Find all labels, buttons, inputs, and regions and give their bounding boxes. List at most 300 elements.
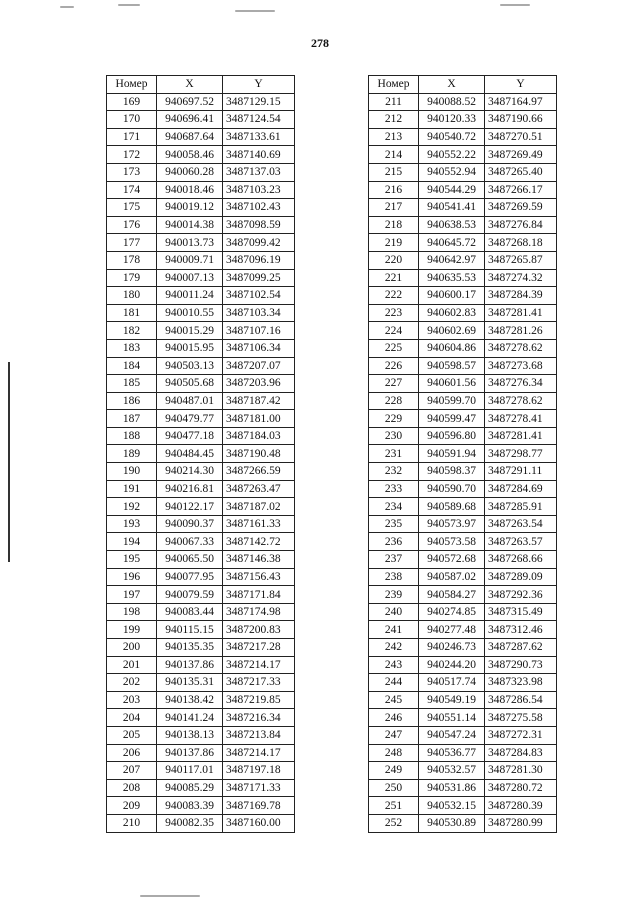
cell-number: 190 xyxy=(107,463,157,481)
table-row xyxy=(369,269,557,287)
cell-x: 940277.48 xyxy=(419,621,485,639)
margin-scan-line xyxy=(8,362,10,562)
cell-number: 178 xyxy=(107,251,157,269)
table-row xyxy=(107,163,295,181)
table-row xyxy=(369,445,557,463)
cell-y: 3487274.32 xyxy=(485,269,557,287)
table-row xyxy=(107,445,295,463)
table-row xyxy=(369,234,557,252)
cell-y: 3487280.72 xyxy=(485,779,557,797)
table-row xyxy=(107,287,295,305)
cell-y: 3487284.83 xyxy=(485,744,557,762)
cell-y: 3487275.58 xyxy=(485,709,557,727)
cell-x: 940552.22 xyxy=(419,146,485,164)
cell-y: 3487102.43 xyxy=(223,199,295,217)
cell-y: 3487269.59 xyxy=(485,199,557,217)
cell-y: 3487137.03 xyxy=(223,163,295,181)
cell-y: 3487266.17 xyxy=(485,181,557,199)
cell-y: 3487298.77 xyxy=(485,445,557,463)
cell-number: 248 xyxy=(369,744,419,762)
cell-y: 3487281.30 xyxy=(485,762,557,780)
cell-y: 3487214.17 xyxy=(223,656,295,674)
cell-number: 187 xyxy=(107,410,157,428)
cell-x: 940120.33 xyxy=(419,111,485,129)
cell-number: 247 xyxy=(369,726,419,744)
cell-x: 940117.01 xyxy=(157,762,223,780)
cell-y: 3487099.42 xyxy=(223,234,295,252)
cell-number: 217 xyxy=(369,199,419,217)
cell-x: 940573.97 xyxy=(419,515,485,533)
cell-number: 223 xyxy=(369,304,419,322)
cell-y: 3487219.85 xyxy=(223,691,295,709)
table-row xyxy=(369,93,557,111)
table-row xyxy=(107,814,295,832)
cell-x: 940547.24 xyxy=(419,726,485,744)
cell-x: 940009.71 xyxy=(157,251,223,269)
cell-x: 940602.83 xyxy=(419,304,485,322)
table-row xyxy=(369,639,557,657)
table-row xyxy=(369,726,557,744)
cell-number: 199 xyxy=(107,621,157,639)
cell-x: 940484.45 xyxy=(157,445,223,463)
table-row xyxy=(107,216,295,234)
table-row xyxy=(107,322,295,340)
cell-y: 3487273.68 xyxy=(485,357,557,375)
cell-x: 940598.37 xyxy=(419,463,485,481)
cell-x: 940598.57 xyxy=(419,357,485,375)
table-row xyxy=(107,339,295,357)
table-row xyxy=(107,674,295,692)
cell-number: 246 xyxy=(369,709,419,727)
table-row xyxy=(369,111,557,129)
cell-x: 940244.20 xyxy=(419,656,485,674)
cell-y: 3487190.66 xyxy=(485,111,557,129)
cell-number: 171 xyxy=(107,128,157,146)
table-row xyxy=(107,691,295,709)
table-row xyxy=(369,709,557,727)
cell-number: 185 xyxy=(107,375,157,393)
cell-x: 940077.95 xyxy=(157,568,223,586)
cell-y: 3487265.87 xyxy=(485,251,557,269)
scan-speck xyxy=(140,895,200,897)
table-row xyxy=(107,744,295,762)
table-row xyxy=(369,779,557,797)
cell-x: 940572.68 xyxy=(419,551,485,569)
cell-number: 250 xyxy=(369,779,419,797)
cell-x: 940532.15 xyxy=(419,797,485,815)
cell-y: 3487169.78 xyxy=(223,797,295,815)
cell-number: 224 xyxy=(369,322,419,340)
cell-y: 3487102.54 xyxy=(223,287,295,305)
table-row xyxy=(369,251,557,269)
cell-number: 230 xyxy=(369,427,419,445)
table-row xyxy=(369,216,557,234)
cell-number: 198 xyxy=(107,603,157,621)
cell-x: 940015.95 xyxy=(157,339,223,357)
cell-y: 3487280.39 xyxy=(485,797,557,815)
cell-x: 940645.72 xyxy=(419,234,485,252)
cell-number: 210 xyxy=(107,814,157,832)
cell-number: 197 xyxy=(107,586,157,604)
table-row xyxy=(107,621,295,639)
cell-y: 3487312.46 xyxy=(485,621,557,639)
cell-y: 3487098.59 xyxy=(223,216,295,234)
cell-y: 3487268.18 xyxy=(485,234,557,252)
cell-number: 222 xyxy=(369,287,419,305)
cell-y: 3487103.34 xyxy=(223,304,295,322)
cell-x: 940274.85 xyxy=(419,603,485,621)
cell-number: 174 xyxy=(107,181,157,199)
cell-x: 940532.57 xyxy=(419,762,485,780)
cell-number: 183 xyxy=(107,339,157,357)
cell-y: 3487216.34 xyxy=(223,709,295,727)
table-row xyxy=(107,603,295,621)
cell-number: 186 xyxy=(107,392,157,410)
table-row xyxy=(107,797,295,815)
cell-number: 195 xyxy=(107,551,157,569)
cell-x: 940015.29 xyxy=(157,322,223,340)
cell-x: 940696.41 xyxy=(157,111,223,129)
cell-y: 3487190.48 xyxy=(223,445,295,463)
cell-y: 3487276.34 xyxy=(485,375,557,393)
cell-number: 169 xyxy=(107,93,157,111)
cell-y: 3487281.41 xyxy=(485,427,557,445)
cell-x: 940600.17 xyxy=(419,287,485,305)
table-row xyxy=(369,762,557,780)
cell-x: 940214.30 xyxy=(157,463,223,481)
table-row xyxy=(107,111,295,129)
cell-x: 940541.41 xyxy=(419,199,485,217)
table-row xyxy=(107,480,295,498)
cell-x: 940010.55 xyxy=(157,304,223,322)
cell-x: 940018.46 xyxy=(157,181,223,199)
cell-y: 3487187.02 xyxy=(223,498,295,516)
cell-number: 172 xyxy=(107,146,157,164)
cell-y: 3487106.34 xyxy=(223,339,295,357)
cell-number: 184 xyxy=(107,357,157,375)
header-number: Номер xyxy=(369,76,419,94)
cell-x: 940635.53 xyxy=(419,269,485,287)
cell-x: 940122.17 xyxy=(157,498,223,516)
cell-number: 213 xyxy=(369,128,419,146)
table-row xyxy=(369,357,557,375)
cell-x: 940599.47 xyxy=(419,410,485,428)
cell-x: 940060.28 xyxy=(157,163,223,181)
cell-x: 940587.02 xyxy=(419,568,485,586)
cell-x: 940573.58 xyxy=(419,533,485,551)
cell-x: 940085.29 xyxy=(157,779,223,797)
cell-x: 940599.70 xyxy=(419,392,485,410)
table-row xyxy=(369,586,557,604)
cell-y: 3487286.54 xyxy=(485,691,557,709)
cell-x: 940601.56 xyxy=(419,375,485,393)
cell-number: 181 xyxy=(107,304,157,322)
cell-y: 3487200.83 xyxy=(223,621,295,639)
table-row xyxy=(369,146,557,164)
cell-y: 3487142.72 xyxy=(223,533,295,551)
cell-x: 940697.52 xyxy=(157,93,223,111)
cell-y: 3487184.03 xyxy=(223,427,295,445)
cell-number: 214 xyxy=(369,146,419,164)
cell-y: 3487291.11 xyxy=(485,463,557,481)
cell-x: 940638.53 xyxy=(419,216,485,234)
cell-y: 3487124.54 xyxy=(223,111,295,129)
cell-number: 245 xyxy=(369,691,419,709)
page-number: 278 xyxy=(311,36,329,50)
cell-y: 3487285.91 xyxy=(485,498,557,516)
cell-number: 235 xyxy=(369,515,419,533)
table-row xyxy=(107,146,295,164)
cell-x: 940517.74 xyxy=(419,674,485,692)
cell-y: 3487203.96 xyxy=(223,375,295,393)
cell-x: 940246.73 xyxy=(419,639,485,657)
cell-y: 3487217.33 xyxy=(223,674,295,692)
cell-y: 3487156.43 xyxy=(223,568,295,586)
cell-x: 940065.50 xyxy=(157,551,223,569)
cell-number: 231 xyxy=(369,445,419,463)
cell-x: 940552.94 xyxy=(419,163,485,181)
cell-y: 3487217.28 xyxy=(223,639,295,657)
cell-x: 940530.89 xyxy=(419,814,485,832)
cell-x: 940584.27 xyxy=(419,586,485,604)
header-x: X xyxy=(157,76,223,94)
cell-number: 212 xyxy=(369,111,419,129)
cell-number: 234 xyxy=(369,498,419,516)
table-row xyxy=(369,797,557,815)
table-row xyxy=(369,515,557,533)
cell-y: 3487268.66 xyxy=(485,551,557,569)
cell-x: 940135.35 xyxy=(157,639,223,657)
cell-y: 3487197.18 xyxy=(223,762,295,780)
cell-x: 940477.18 xyxy=(157,427,223,445)
cell-y: 3487171.33 xyxy=(223,779,295,797)
cell-x: 940503.13 xyxy=(157,357,223,375)
table-row xyxy=(369,603,557,621)
cell-number: 192 xyxy=(107,498,157,516)
cell-y: 3487278.62 xyxy=(485,392,557,410)
table-row xyxy=(107,498,295,516)
cell-number: 180 xyxy=(107,287,157,305)
cell-number: 202 xyxy=(107,674,157,692)
cell-y: 3487292.36 xyxy=(485,586,557,604)
cell-number: 205 xyxy=(107,726,157,744)
table-row xyxy=(369,744,557,762)
table-row xyxy=(369,480,557,498)
cell-y: 3487266.59 xyxy=(223,463,295,481)
cell-x: 940544.29 xyxy=(419,181,485,199)
cell-number: 236 xyxy=(369,533,419,551)
cell-y: 3487174.98 xyxy=(223,603,295,621)
table-row xyxy=(369,163,557,181)
cell-x: 940014.38 xyxy=(157,216,223,234)
cell-number: 239 xyxy=(369,586,419,604)
cell-number: 218 xyxy=(369,216,419,234)
cell-number: 252 xyxy=(369,814,419,832)
cell-number: 216 xyxy=(369,181,419,199)
table-row xyxy=(369,674,557,692)
header-number: Номер xyxy=(107,76,157,94)
table-row xyxy=(107,357,295,375)
cell-x: 940088.52 xyxy=(419,93,485,111)
cell-number: 175 xyxy=(107,199,157,217)
cell-number: 194 xyxy=(107,533,157,551)
cell-y: 3487107.16 xyxy=(223,322,295,340)
cell-number: 219 xyxy=(369,234,419,252)
cell-y: 3487160.00 xyxy=(223,814,295,832)
cell-number: 201 xyxy=(107,656,157,674)
table-row xyxy=(107,251,295,269)
cell-number: 220 xyxy=(369,251,419,269)
table-row xyxy=(369,392,557,410)
cell-x: 940487.01 xyxy=(157,392,223,410)
cell-number: 229 xyxy=(369,410,419,428)
cell-number: 179 xyxy=(107,269,157,287)
cell-number: 193 xyxy=(107,515,157,533)
cell-x: 940067.33 xyxy=(157,533,223,551)
cell-y: 3487265.40 xyxy=(485,163,557,181)
table-header-row xyxy=(369,76,557,94)
cell-number: 232 xyxy=(369,463,419,481)
cell-x: 940551.14 xyxy=(419,709,485,727)
cell-y: 3487281.26 xyxy=(485,322,557,340)
cell-y: 3487280.99 xyxy=(485,814,557,832)
cell-y: 3487281.41 xyxy=(485,304,557,322)
table-row xyxy=(107,463,295,481)
cell-y: 3487133.61 xyxy=(223,128,295,146)
cell-x: 940083.39 xyxy=(157,797,223,815)
cell-number: 188 xyxy=(107,427,157,445)
table-row xyxy=(107,639,295,657)
cell-y: 3487263.47 xyxy=(223,480,295,498)
coordinates-table-left xyxy=(106,75,295,833)
cell-x: 940479.77 xyxy=(157,410,223,428)
cell-number: 240 xyxy=(369,603,419,621)
table-row xyxy=(369,551,557,569)
table-row xyxy=(107,551,295,569)
cell-x: 940007.13 xyxy=(157,269,223,287)
cell-number: 225 xyxy=(369,339,419,357)
table-row xyxy=(107,726,295,744)
cell-y: 3487099.25 xyxy=(223,269,295,287)
cell-x: 940591.94 xyxy=(419,445,485,463)
table-row xyxy=(369,339,557,357)
cell-x: 940540.72 xyxy=(419,128,485,146)
cell-x: 940602.69 xyxy=(419,322,485,340)
table-row xyxy=(369,287,557,305)
table-row xyxy=(107,269,295,287)
table-row xyxy=(369,498,557,516)
table-row xyxy=(107,128,295,146)
cell-number: 208 xyxy=(107,779,157,797)
table-row xyxy=(107,199,295,217)
scan-speck xyxy=(500,4,530,6)
table-row xyxy=(107,515,295,533)
cell-number: 189 xyxy=(107,445,157,463)
table-row xyxy=(107,656,295,674)
cell-number: 244 xyxy=(369,674,419,692)
cell-number: 191 xyxy=(107,480,157,498)
cell-y: 3487171.84 xyxy=(223,586,295,604)
scan-speck xyxy=(60,6,74,8)
cell-x: 940604.86 xyxy=(419,339,485,357)
table-row xyxy=(107,392,295,410)
cell-x: 940596.80 xyxy=(419,427,485,445)
cell-x: 940138.42 xyxy=(157,691,223,709)
scan-speck xyxy=(235,10,275,12)
cell-y: 3487278.62 xyxy=(485,339,557,357)
cell-y: 3487263.57 xyxy=(485,533,557,551)
cell-y: 3487187.42 xyxy=(223,392,295,410)
table-row xyxy=(369,181,557,199)
cell-x: 940058.46 xyxy=(157,146,223,164)
cell-x: 940138.13 xyxy=(157,726,223,744)
table-row xyxy=(369,621,557,639)
cell-y: 3487164.97 xyxy=(485,93,557,111)
cell-number: 241 xyxy=(369,621,419,639)
cell-number: 249 xyxy=(369,762,419,780)
cell-y: 3487269.49 xyxy=(485,146,557,164)
cell-x: 940115.15 xyxy=(157,621,223,639)
cell-number: 204 xyxy=(107,709,157,727)
table-row xyxy=(369,691,557,709)
cell-y: 3487270.51 xyxy=(485,128,557,146)
cell-number: 196 xyxy=(107,568,157,586)
cell-x: 940216.81 xyxy=(157,480,223,498)
cell-y: 3487263.54 xyxy=(485,515,557,533)
cell-x: 940590.70 xyxy=(419,480,485,498)
table-row xyxy=(369,814,557,832)
cell-number: 173 xyxy=(107,163,157,181)
table-row xyxy=(369,656,557,674)
cell-number: 221 xyxy=(369,269,419,287)
cell-x: 940531.86 xyxy=(419,779,485,797)
cell-number: 243 xyxy=(369,656,419,674)
cell-number: 237 xyxy=(369,551,419,569)
table-row xyxy=(107,234,295,252)
cell-x: 940083.44 xyxy=(157,603,223,621)
table-row xyxy=(369,322,557,340)
cell-x: 940137.86 xyxy=(157,656,223,674)
cell-number: 182 xyxy=(107,322,157,340)
header-y: Y xyxy=(223,76,295,94)
cell-x: 940019.12 xyxy=(157,199,223,217)
table-row xyxy=(107,304,295,322)
cell-x: 940082.35 xyxy=(157,814,223,832)
cell-x: 940090.37 xyxy=(157,515,223,533)
cell-x: 940536.77 xyxy=(419,744,485,762)
cell-number: 203 xyxy=(107,691,157,709)
cell-y: 3487181.00 xyxy=(223,410,295,428)
cell-number: 207 xyxy=(107,762,157,780)
cell-number: 206 xyxy=(107,744,157,762)
cell-number: 238 xyxy=(369,568,419,586)
cell-x: 940589.68 xyxy=(419,498,485,516)
cell-number: 251 xyxy=(369,797,419,815)
table-row xyxy=(107,93,295,111)
cell-y: 3487315.49 xyxy=(485,603,557,621)
cell-y: 3487290.73 xyxy=(485,656,557,674)
table-row xyxy=(369,199,557,217)
table-row xyxy=(107,533,295,551)
cell-y: 3487103.23 xyxy=(223,181,295,199)
coordinates-table-right xyxy=(368,75,557,833)
table-row xyxy=(107,779,295,797)
cell-x: 940013.73 xyxy=(157,234,223,252)
cell-y: 3487096.19 xyxy=(223,251,295,269)
cell-number: 176 xyxy=(107,216,157,234)
table-row xyxy=(107,410,295,428)
table-row xyxy=(107,586,295,604)
